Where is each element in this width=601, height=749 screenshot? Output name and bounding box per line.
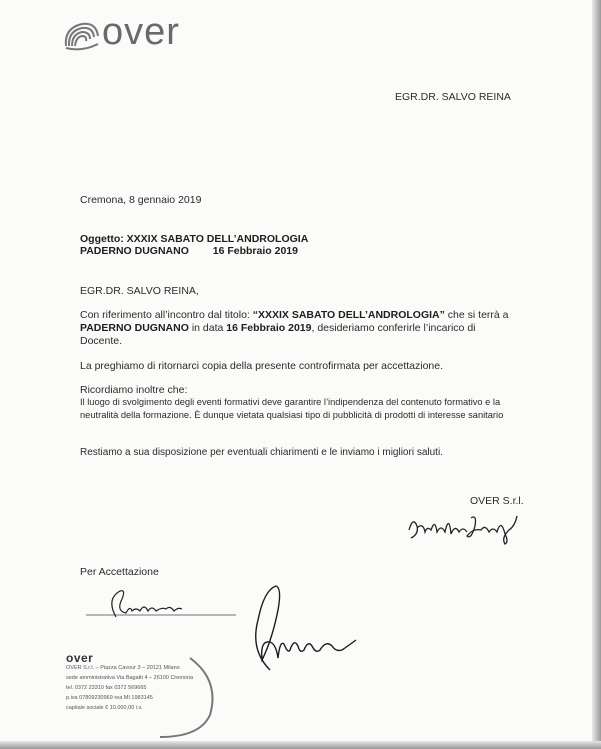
footer-logo: over — [66, 651, 94, 665]
footer-line3: tel. 0372 23310 fax 0372 569665 — [66, 685, 147, 691]
large-signature — [240, 580, 370, 680]
page-edge-right — [592, 0, 601, 749]
p1-text: Con riferimento all’incontro dal titolo: — [80, 309, 253, 321]
p1-text-2: che si terrà a — [444, 309, 509, 321]
paragraph1-line3: Docente. — [80, 335, 123, 347]
subject-line-1: Oggetto: XXXIX SABATO DELL’ANDROLOGIA — [80, 233, 309, 245]
paragraph1-line2 — [80, 322, 476, 335]
subject-date: 16 Febbraio 2019 — [212, 245, 298, 257]
salutation: EGR.DR. SALVO REINA, — [80, 285, 199, 297]
recipient-header: EGR.DR. SALVO REINA — [395, 91, 511, 103]
page-edge-bottom — [0, 741, 601, 749]
company-signature — [405, 508, 540, 548]
event-title: “XXXIX SABATO DELL’ANDROLOGIA” — [252, 309, 445, 321]
footer-line5: capitale sociale € 10.000,00 i.v. — [66, 705, 143, 711]
p1-text-3: in data — [188, 322, 227, 334]
reminder-line1: Il luogo di svolgimento degli eventi formativi deve garantire l’indipendenza del contenuto formativo e la — [80, 397, 501, 407]
company-name: OVER S.r.l. — [470, 495, 524, 507]
reminder-line2: neutralità della formazione. È dunque vietata qualsiasi tipo di pubblicità di prodotti di interesse sanitario — [80, 410, 504, 420]
footer-line2: sede amministrativa Via Bagatti 4 – 26100 Cremona — [66, 675, 194, 681]
footer-line1: OVER S.r.l. – Piazza Cavour 3 – 20121 Milano — [66, 665, 180, 671]
subject-line-2 — [80, 245, 298, 258]
place-date: Cremona, 8 gennaio 2019 — [80, 194, 202, 206]
footer-line4: p.iva 07809230969 rea MI 1983145 — [66, 695, 153, 701]
closing-text: Restiamo a sua disposizione per eventuali chiarimenti e le inviamo i migliori saluti. — [80, 447, 443, 458]
paragraph2: La preghiamo di ritornarci copia della presente controfirmata per accettazione. — [80, 360, 444, 372]
p1-text-4: , desideriamo conferirle l’incarico di — [311, 322, 476, 334]
paragraph1-line1 — [80, 309, 509, 322]
over-logo — [62, 10, 212, 60]
reminder-heading: Ricordiamo inoltre che: — [80, 384, 188, 396]
acceptance-label: Per Accettazione — [80, 566, 159, 578]
event-place: PADERNO DUGNANO — [80, 322, 189, 334]
subject-place: PADERNO DUGNANO — [80, 245, 189, 257]
shell-logo-icon — [62, 16, 102, 56]
acceptance-signature — [86, 585, 236, 625]
brand-wordmark: over — [102, 11, 180, 53]
event-date: 16 Febbraio 2019 — [226, 322, 312, 334]
